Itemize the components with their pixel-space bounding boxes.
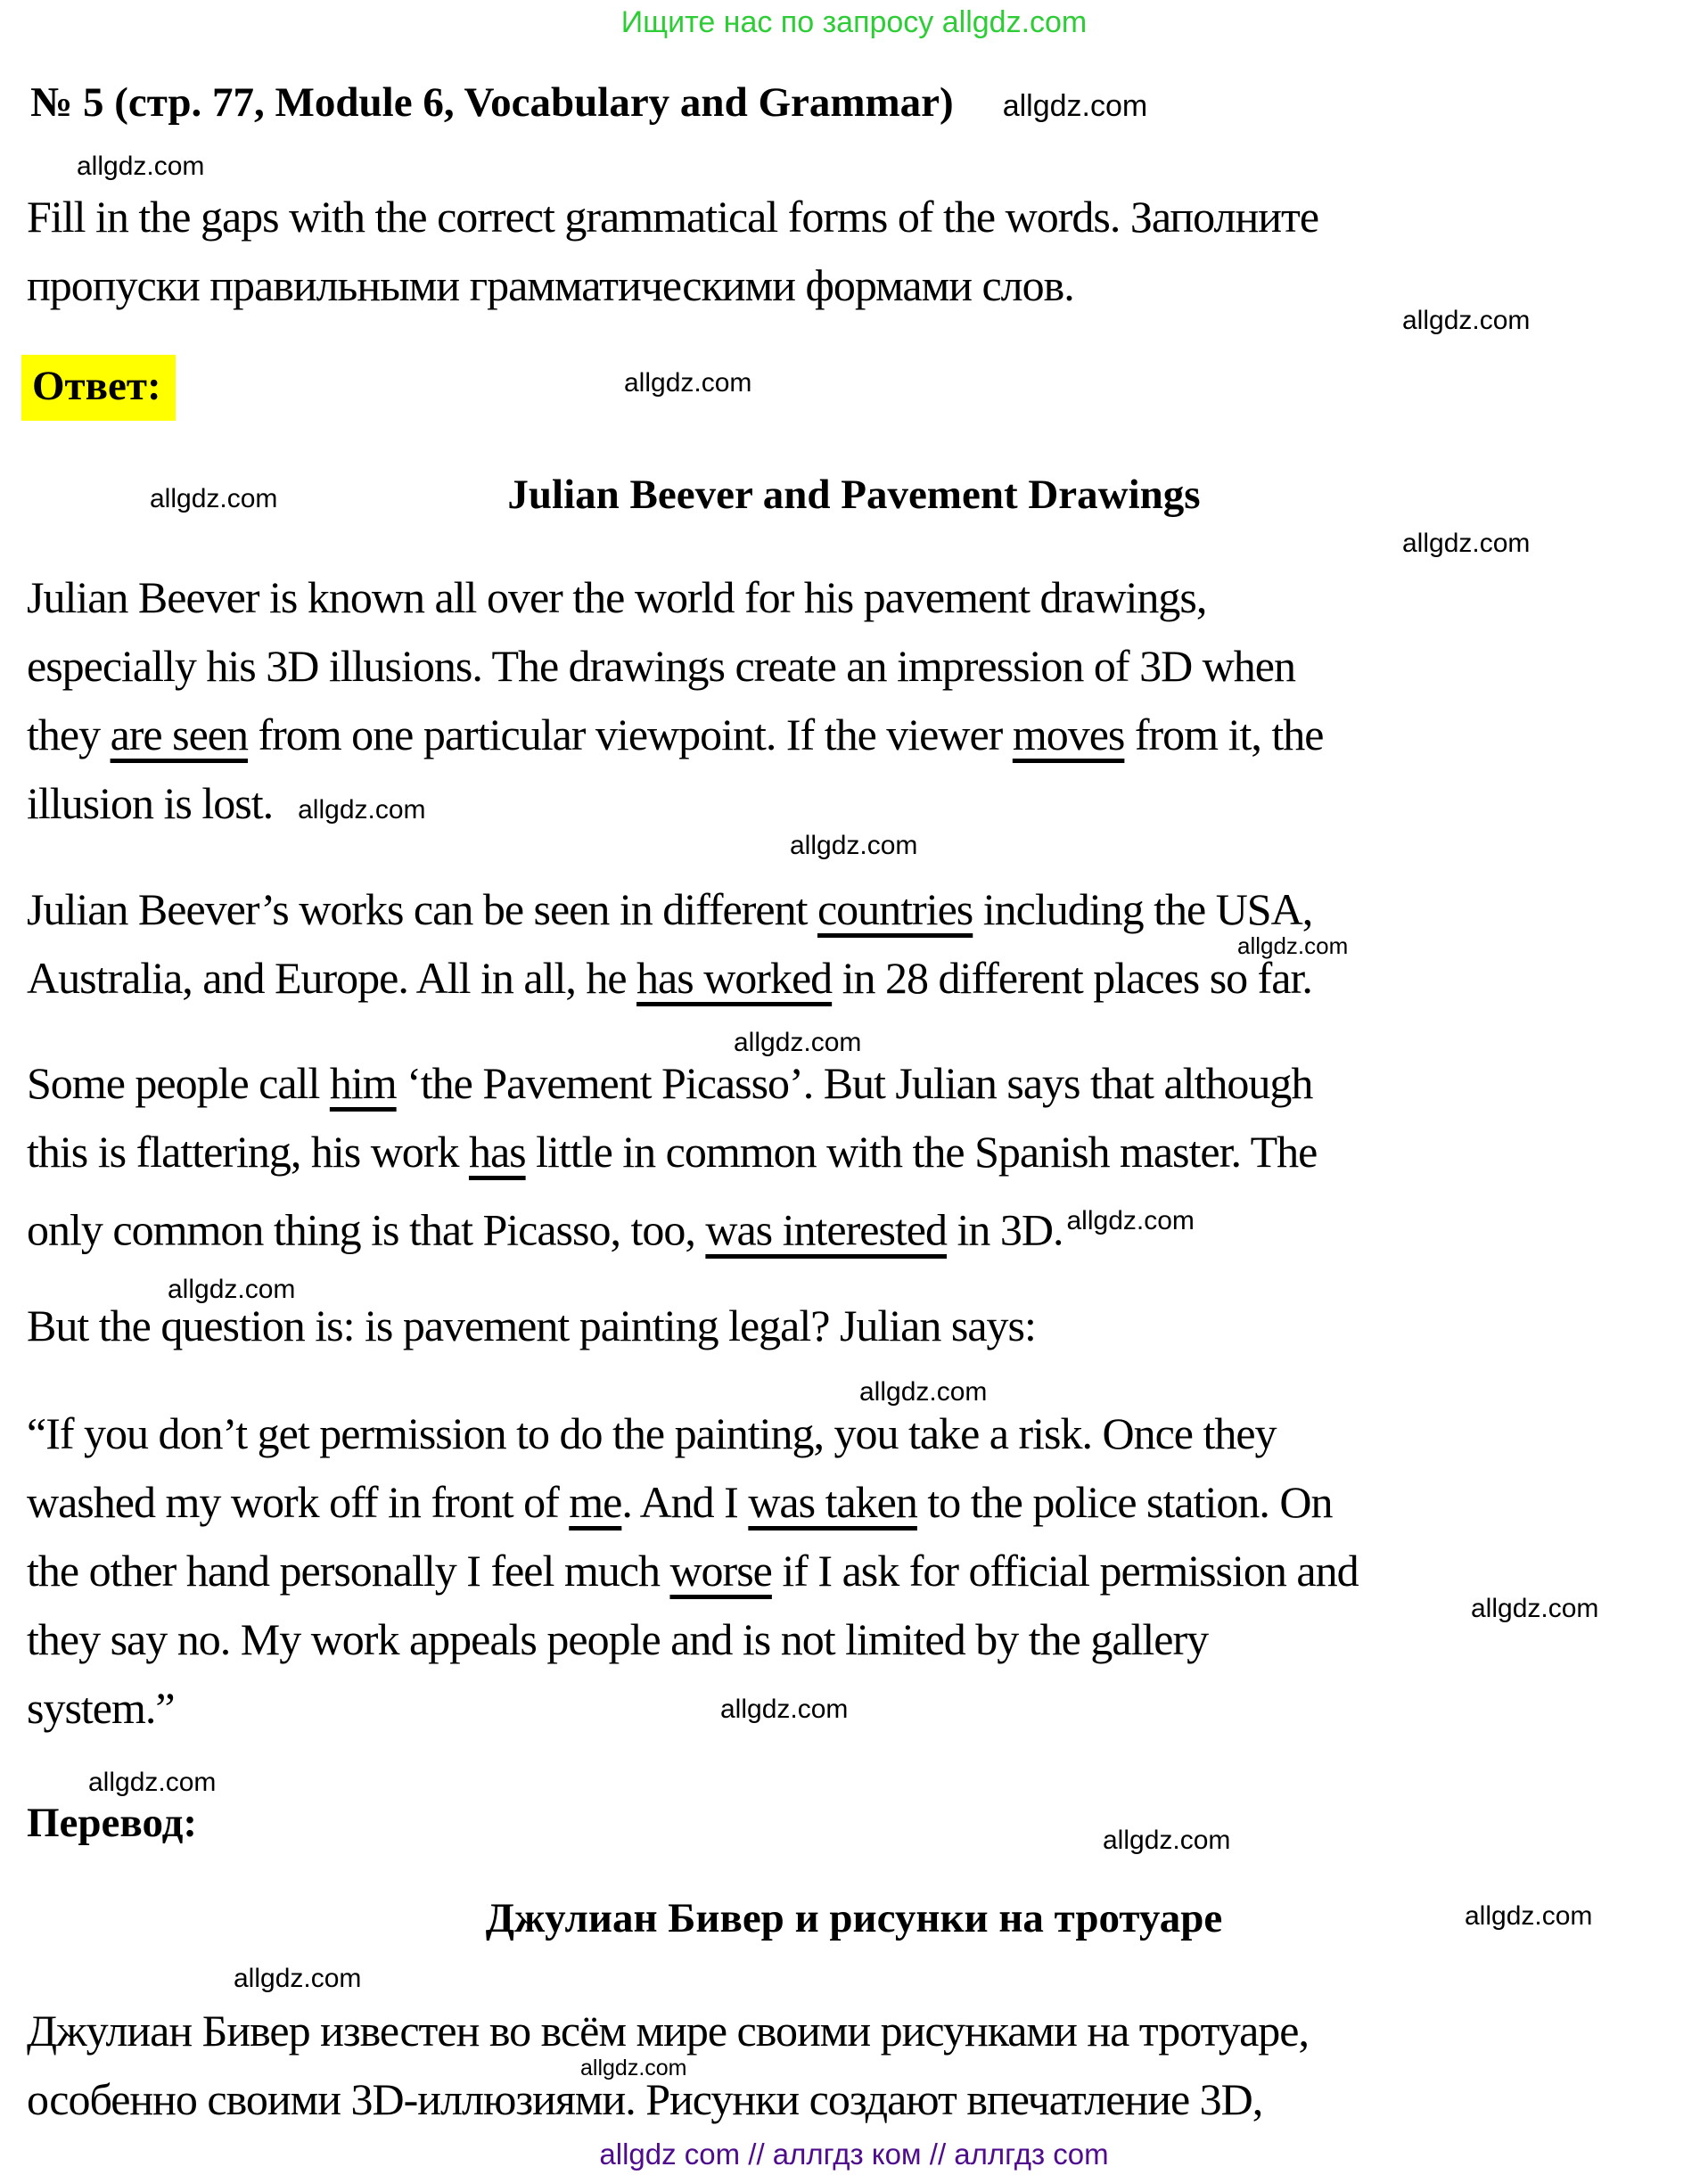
- text-segment: from one particular viewpoint. If the viewer: [247, 710, 1013, 759]
- text-segment: Julian Beever is known all over the world for his pavement drawings,: [27, 572, 1207, 622]
- watermark: allgdz.com: [1237, 932, 1349, 959]
- article-paragraph: [27, 1399, 1708, 1743]
- text-segment: пропуски правильными грамматическими формами слов.: [27, 260, 1074, 310]
- watermark: allgdz.com: [1402, 529, 1531, 558]
- text-line: [27, 1186, 1708, 1255]
- watermark: allgdz.com: [77, 152, 205, 181]
- watermark: allgdz.com: [168, 1275, 296, 1304]
- text-segment: ‘the Pavement Picasso’. But Julian says that although: [396, 1058, 1313, 1108]
- gap-answer-word: was taken: [748, 1477, 917, 1527]
- text-line: [27, 1537, 1708, 1605]
- text-segment: washed my work off in front of: [27, 1477, 570, 1527]
- text-line: [27, 1292, 1708, 1360]
- translation-label: Перевод:: [27, 1800, 198, 1846]
- watermark: allgdz.com: [88, 1768, 217, 1797]
- text-segment: Julian Beever’s works can be seen in different: [27, 884, 817, 934]
- task-instruction: [27, 183, 1708, 320]
- text-segment: to the police station. On: [916, 1477, 1333, 1527]
- text-line: [27, 2065, 1708, 2134]
- watermark: allgdz.com: [790, 831, 918, 860]
- text-line: [27, 944, 1708, 1013]
- watermark: allgdz.com: [1103, 1826, 1231, 1855]
- text-line: [27, 1049, 1708, 1118]
- text-segment: illusion is lost.: [27, 778, 274, 828]
- watermark: allgdz.com: [1066, 1206, 1195, 1235]
- text-line: [27, 769, 1708, 838]
- text-segment: system.”: [27, 1683, 175, 1733]
- watermark: allgdz.com: [1465, 1901, 1593, 1931]
- article-paragraph: [27, 1292, 1708, 1360]
- text-line: [27, 1674, 1708, 1743]
- article-heading-ru: Джулиан Бивер и рисунки на тротуаре: [485, 1895, 1223, 1941]
- text-segment: Fill in the gaps with the correct grammatical forms of the words. Заполните: [27, 192, 1319, 242]
- text-segment: the other hand personally I feel much: [27, 1546, 670, 1596]
- text-segment: Some people call: [27, 1058, 330, 1108]
- gap-answer-word: me: [569, 1477, 622, 1527]
- article-paragraph-ru: [27, 1997, 1708, 2134]
- gap-answer-word: was interested: [705, 1204, 947, 1255]
- text-line: [27, 1605, 1708, 1674]
- text-segment: including the USA,: [973, 884, 1313, 934]
- gap-answer-word: worse: [669, 1546, 772, 1596]
- article-paragraph: [27, 1049, 1708, 1255]
- site-search-note: Ищите нас по запросу allgdz.com: [620, 5, 1088, 39]
- task-title-row: [30, 78, 1147, 127]
- article-paragraph: [27, 563, 1708, 838]
- text-line: [27, 632, 1708, 701]
- watermark: allgdz.com: [150, 484, 278, 513]
- text-segment: if I ask for official permission and: [771, 1546, 1359, 1596]
- text-segment: little in common with the Spanish master. The: [525, 1127, 1318, 1177]
- text-segment: in 3D.: [947, 1204, 1063, 1255]
- text-segment: Australia, and Europe. All in all, he: [27, 953, 637, 1003]
- gap-answer-word: are seen: [110, 710, 248, 759]
- answer-label: Ответ:: [21, 355, 176, 421]
- watermark: allgdz.com: [859, 1377, 988, 1407]
- watermark: allgdz.com: [1471, 1594, 1599, 1623]
- watermark: allgdz.com: [1402, 306, 1531, 335]
- text-segment: only common thing is that Picasso, too,: [27, 1204, 706, 1255]
- text-line: [27, 1997, 1708, 2065]
- text-segment: . And I: [621, 1477, 749, 1527]
- text-segment: But the question is: is pavement painting legal? Julian says:: [27, 1301, 1036, 1350]
- gap-answer-word: has: [468, 1127, 526, 1177]
- page-title: № 5 (стр. 77, Module 6, Vocabulary and Grammar): [30, 79, 954, 126]
- gap-answer-word: countries: [817, 884, 973, 934]
- watermark: allgdz.com: [720, 1695, 849, 1724]
- article-heading-en: Julian Beever and Pavement Drawings: [507, 472, 1201, 518]
- text-segment: from it, the: [1124, 710, 1324, 759]
- text-segment: “If you don’t get permission to do the painting, you take a risk. Once they: [27, 1408, 1277, 1458]
- gap-answer-word: moves: [1012, 710, 1125, 759]
- text-line: [27, 1118, 1708, 1186]
- text-line: [27, 1468, 1708, 1537]
- text-segment: in 28 different places so far.: [832, 953, 1312, 1003]
- article-paragraph: [27, 875, 1708, 1013]
- watermark: allgdz.com: [580, 2056, 687, 2080]
- text-line: [27, 875, 1708, 944]
- watermark: allgdz.com: [234, 1964, 362, 1993]
- watermark: allgdz.com: [1002, 89, 1148, 123]
- text-line: [27, 701, 1708, 769]
- text-line: [27, 183, 1708, 251]
- gap-answer-word: has worked: [636, 953, 833, 1003]
- text-segment: this is flattering, his work: [27, 1127, 469, 1177]
- watermark: allgdz.com: [298, 795, 426, 825]
- text-segment: they: [27, 710, 111, 759]
- watermark: allgdz.com: [734, 1028, 862, 1057]
- text-segment: особенно своими 3D-иллюзиями. Рисунки создают впечатление 3D,: [27, 2074, 1263, 2124]
- text-segment: Джулиан Бивер известен во всём мире своими рисунками на тротуаре,: [27, 2006, 1310, 2056]
- watermark: allgdz.com: [624, 368, 752, 398]
- text-segment: especially his 3D illusions. The drawings create an impression of 3D when: [27, 641, 1295, 691]
- gap-answer-word: him: [329, 1058, 397, 1108]
- text-line: [27, 1399, 1708, 1468]
- footer-note: allgdz com // аллгдз ком // аллгдз com: [599, 2138, 1109, 2171]
- text-segment: they say no. My work appeals people and is not limited by the gallery: [27, 1614, 1209, 1664]
- text-line: [27, 563, 1708, 632]
